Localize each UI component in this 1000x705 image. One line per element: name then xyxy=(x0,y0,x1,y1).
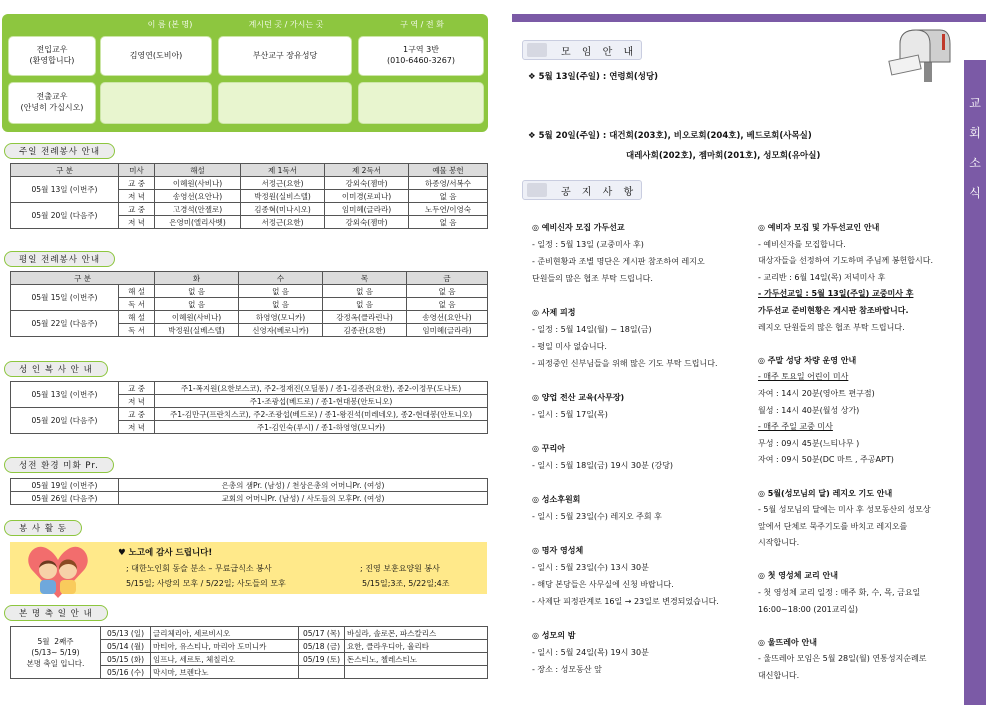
notice-line: - 평일 미사 없습니다. xyxy=(532,342,607,351)
notice-line: 자여 : 14시 20분(영아트 편구점) xyxy=(758,388,875,398)
transfer-in-zone: 1구역 3반 (010-6460-3267) xyxy=(358,36,484,76)
col-header: 구 분 xyxy=(11,164,119,177)
notice-line xyxy=(532,377,754,394)
notice-line: - 장소 : 성모동산 앞 xyxy=(532,665,602,674)
table-row: 05월 20일 (다음주) 교 중 고경석(안젤로) 김종혁(미나시오) 임미혜(글라라) 노두연/이영숙 xyxy=(11,203,488,216)
speaker-icon xyxy=(527,43,547,57)
notice-line: ◎ 첫 영성체 교리 안내 xyxy=(758,571,838,581)
notice-line: ◎ 5월(성모님의 달) 레지오 기도 안내 xyxy=(758,488,893,498)
notice-line: 자여 : 09시 50분(DC 마트 , 주공APT) xyxy=(758,455,894,465)
notice-line: - 해당 본당들은 사무실에 신청 바랍니다. xyxy=(532,580,674,589)
volunteer-right-1: ; 진영 보훈요양원 봉사 xyxy=(360,564,440,573)
thanks-message: ♥ 노고에 감사 드립니다! xyxy=(118,548,213,558)
notice-line: - 일시 : 5월 18일(금) 19시 30분 (강당) xyxy=(532,461,674,470)
transfer-in-label: 전입교우 (환영합니다) xyxy=(8,36,96,76)
notice-line: 무성 : 09시 45분(느티나무 ) xyxy=(758,438,860,448)
notice-line: ◎ 예비신자 모집 가두선교 xyxy=(532,223,625,232)
table-row: 05월 22일 (다음주) 해 설 이혜원(사비나) 하영영(모니카) 강정옥(클라린나) 송영선(요안나) xyxy=(11,311,488,324)
nameday-table xyxy=(10,626,488,679)
table-row: 독 서 없 음 없 음 없 음 없 음 xyxy=(11,298,488,311)
volunteer-left-1: ; 대한노인회 동슬 분소 – 무료급식소 봉사 xyxy=(126,564,272,573)
mailbox-icon xyxy=(886,24,956,86)
speaker-icon xyxy=(527,183,547,197)
col-header: 해설 xyxy=(155,164,241,177)
col-header: 제 2독서 xyxy=(325,164,409,177)
transfer-out-label: 전출교우 (안녕히 가십시오) xyxy=(8,82,96,124)
altar-servers-table xyxy=(10,381,488,434)
header-zone: 구 역 / 전 화 xyxy=(400,20,444,29)
notice-line: - 첫 영성체 교리 일정 : 매주 화, 수, 목, 금요일 xyxy=(758,588,921,598)
notice-line: ◎ 주말 성당 차량 운영 안내 xyxy=(758,355,857,365)
notice-line: ◎ 양업 전산 교육(사무장) xyxy=(532,393,625,402)
col-header: 제 1독서 xyxy=(241,164,325,177)
notice-header: 공 지 사 항 xyxy=(522,180,642,200)
notice-line: ◎ 울뜨레아 안내 xyxy=(758,637,817,647)
transfer-out-zone xyxy=(358,82,484,124)
notice-line xyxy=(758,473,962,490)
notice-line: 16:00~18:00 (201교리실) xyxy=(758,604,859,614)
environment-title: 성전 환경 미화 Pr. xyxy=(4,457,114,473)
notice-line: - 일시 : 5월 23일(수) 13시 30분 xyxy=(532,563,649,572)
col-header: 목 xyxy=(323,272,407,285)
meeting-header: 모 임 안 내 xyxy=(522,40,642,60)
notice-line: - 가두선교일 : 5월 13일(주일) 교중미사 후 xyxy=(758,289,914,299)
meeting-2b: 대레사회(202호), 젬마회(201호), 성모회(유아실) xyxy=(626,151,821,161)
table-row: 독 서 박정원(실베스텔) 신영자(베로니카) 김종관(요한) 임미혜(글라라) xyxy=(11,324,488,337)
top-band xyxy=(512,14,986,22)
notice-line xyxy=(532,530,754,547)
notice-line: ◎ 성소후원회 xyxy=(532,495,581,504)
table-row: 저 녁 주1-김인숙(루시) / 종1-하영영(모니카) xyxy=(11,421,488,434)
col-header: 금 xyxy=(407,272,488,285)
notice-line: ◎ 꾸리아 xyxy=(532,444,565,453)
table-row: 05월 15일 (이번주) 해 설 없 음 없 음 없 음 없 음 xyxy=(11,285,488,298)
notice-line: - 일시 : 5월 24일(목) 19시 30분 xyxy=(532,648,649,657)
sunday-liturgy-table xyxy=(10,163,488,229)
side-title: 교 회 소 식 xyxy=(969,96,981,200)
transfer-in-place: 부산교구 장유성당 xyxy=(218,36,352,76)
notice-line: - 5월 성모님의 달에는 미사 후 성모동산의 성모상 xyxy=(758,505,931,515)
notice-line: - 예비신자를 모집합니다. xyxy=(758,239,846,249)
meeting-1: ❖ 5월 13일(주일) : 연령회(성당) xyxy=(528,72,659,82)
notice-line xyxy=(758,622,962,639)
volunteer-title: 봉 사 활 동 xyxy=(4,520,82,536)
notice-line: 단원들의 많은 협조 부탁 드립니다. xyxy=(532,274,653,283)
notice-line: ◎ 명자 영성체 xyxy=(532,546,584,555)
table-row: 05/16 (수) 막시마, 브렌다노 xyxy=(11,666,488,679)
transfer-in-name: 김영연(도비아) xyxy=(100,36,212,76)
meeting-2: ❖ 5월 20일(주일) : 대건회(203호), 비오로회(204호), 베드로회(사목실) xyxy=(528,131,812,141)
table-row: 05월 13일 (이번주) 교 중 주1-폭지원(요한보스코), 주2-정재진(오딜롱) / 종1-김종관(요한), 종2-이정무(도나토) xyxy=(11,382,488,395)
table-row: 05월 26일 (다음주) 교회의 어머니Pr. (남성) / 사도들의 모후Pr. (여성) xyxy=(11,492,488,505)
notice-column-right xyxy=(758,224,962,689)
couple-illustration xyxy=(26,540,90,602)
notice-line: - 교리반 : 6월 14일(목) 저녁미사 후 xyxy=(758,272,886,282)
notice-line xyxy=(532,292,754,309)
notice-line: - 피정중인 신부님들을 위해 많은 기도 부탁 드립니다. xyxy=(532,359,718,368)
sunday-liturgy-title: 주일 전례봉사 안내 xyxy=(4,143,115,159)
nameday-title: 본 명 축 일 안 내 xyxy=(4,605,108,621)
notice-line: - 준비현황과 조별 명단은 게시판 참조하여 레지오 xyxy=(532,257,705,266)
notice-line: 시작합니다. xyxy=(758,538,800,548)
notice-line: 가두선교 준비현황은 게시판 참조바랍니다. xyxy=(758,305,909,315)
transfer-out-place xyxy=(218,82,352,124)
notice-line: - 울뜨레아 모임은 5월 28일(월) 연통성지순례로 xyxy=(758,654,927,664)
notice-column-left xyxy=(532,224,754,683)
altar-servers-title: 성 인 복 사 안 내 xyxy=(4,361,108,377)
col-header: 화 xyxy=(155,272,239,285)
notice-line: - 매주 주일 교중 미사 xyxy=(758,422,833,432)
environment-table xyxy=(10,478,488,505)
notice-line: ◎ 예비자 모집 및 가두선교인 안내 xyxy=(758,223,880,232)
table-row: 저 녁 은영미(엘리사벳) 서정근(요한) 강외숙(젬마) 없 음 xyxy=(11,216,488,229)
volunteer-left-2: 5/15일; 사랑의 모후 / 5/22일; 사도들의 모후 xyxy=(126,579,286,588)
notice-line: 레지오 단원들의 많은 협조 부탁 드립니다. xyxy=(758,322,905,332)
col-header: 미사 xyxy=(119,164,155,177)
volunteer-right-2: 5/15일;3조, 5/22일;4조 xyxy=(362,579,450,588)
header-name: 이 름 (본 명) xyxy=(147,20,193,29)
header-place: 계시던 곳 / 가시는 곳 xyxy=(248,20,324,29)
table-row: 05월 13일 (이번주) 교 중 이혜원(사비나) 서정근(요한) 강외숙(젬마) 하종영/서복수 xyxy=(11,177,488,190)
notice-line: - 일시 : 5월 23일(수) 레지오 주회 후 xyxy=(532,512,662,521)
notice-line xyxy=(758,340,962,357)
notice-line: ◎ 성모의 밤 xyxy=(532,631,576,640)
notice-line: - 매주 토요일 어린이 미사 xyxy=(758,372,849,382)
notice-line xyxy=(532,428,754,445)
table-row: 저 녁 송영선(요안나) 박정원(실비스텔) 이미경(로피나) 없 음 xyxy=(11,190,488,203)
col-header: 예물 봉헌 xyxy=(409,164,488,177)
transfer-out-name xyxy=(100,82,212,124)
notice-line: - 일시 : 5월 17일(목) xyxy=(532,410,608,419)
notice-line xyxy=(532,479,754,496)
notice-line xyxy=(532,615,754,632)
notice-line: 앞에서 단체로 묵주기도를 바치고 레지오를 xyxy=(758,521,908,531)
table-row: 5월 2째주 (5/13~ 5/19) 본명 축일 입니다. 05/13 (일) 글리체리아, 세르비시오 05/17 (목) 바실라, 솔로몬, 파스칼리스 xyxy=(11,627,488,640)
notice-line: - 일정 : 5월 13일 (교중미사 후) xyxy=(532,240,644,249)
notice-line: 대상자들을 선정하여 기도하며 주님께 봉헌합시다. xyxy=(758,256,934,266)
notice-line xyxy=(758,556,962,573)
col-header: 수 xyxy=(239,272,323,285)
table-row: 05월 20일 (다음주) 교 중 주1-김만구(프란치스코), 주2-조광섭(베드로) / 종1-왕진석(미레네오), 종2-현대봉(안토니오) xyxy=(11,408,488,421)
table-row: 저 녁 주1-조광섭(베드로) / 종1-현대봉(안토니오) xyxy=(11,395,488,408)
notice-line: 월성 : 14시 40분(월성 상가) xyxy=(758,405,860,415)
notice-line: ◎ 사제 피정 xyxy=(532,308,576,317)
table-row: 05/15 (화) 임프나, 세르토, 체칠리오 05/19 (토) 돈스티노, 첼레스티노 xyxy=(11,653,488,666)
notice-line: 대신합니다. xyxy=(758,671,800,681)
table-row: 05월 19일 (이번주) 은총의 샘Pr. (남성) / 천상은총의 어머니Pr. (여성) xyxy=(11,479,488,492)
col-header: 구 분 xyxy=(11,272,155,285)
weekday-liturgy-table xyxy=(10,271,488,337)
notice-line: - 일정 : 5월 14일(월) ~ 18일(금) xyxy=(532,325,652,334)
notice-line: - 사제단 피정관계로 16일 → 23일로 변경되었습니다. xyxy=(532,597,719,606)
weekday-liturgy-title: 평일 전례봉사 안내 xyxy=(4,251,115,267)
table-row: 05/14 (월) 마티아, 유스티나, 마리아 도미니카 05/18 (금) 요한, 클라우디아, 율리타 xyxy=(11,640,488,653)
